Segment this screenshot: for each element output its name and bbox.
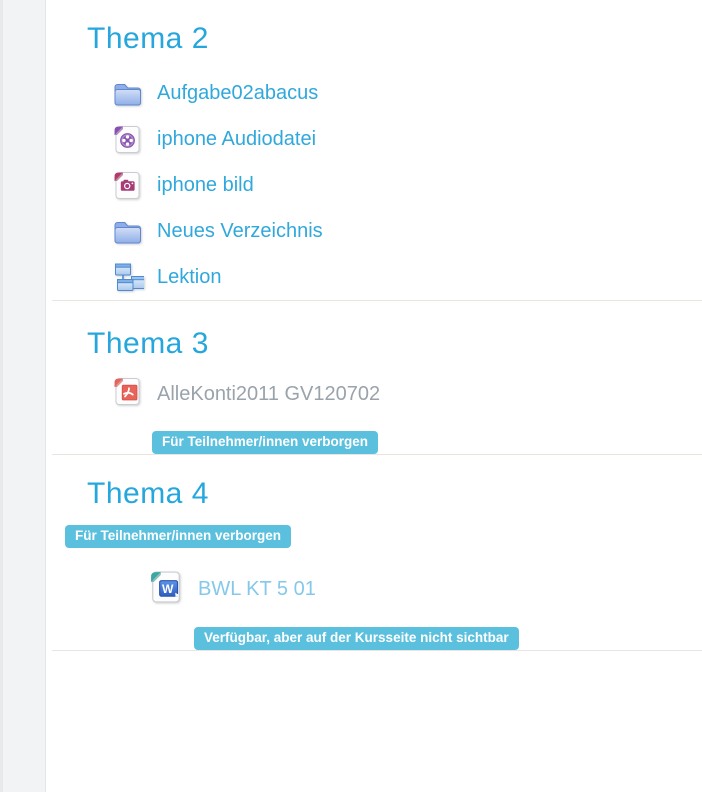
activity-label-hidden: AlleKonti2011 GV120702 — [157, 382, 381, 405]
list-item — [46, 208, 702, 254]
course-section-thema-4 — [46, 455, 702, 651]
folder-icon — [111, 215, 144, 248]
list-item — [46, 565, 702, 613]
image-file-icon — [111, 169, 144, 202]
activity-link[interactable]: iphone bild — [157, 173, 254, 196]
course-section-thema-3 — [46, 301, 702, 455]
activity-link[interactable]: iphone Audiodatei — [157, 127, 317, 150]
section-title: Thema 2 — [87, 22, 209, 55]
list-item — [46, 254, 702, 300]
pdf-file-icon — [111, 375, 144, 413]
list-item — [46, 371, 702, 417]
course-section-thema-2 — [46, 0, 702, 301]
section-title: Thema 3 — [87, 327, 209, 360]
status-badge-section-hidden: Für Teilnehmer/innen verborgen — [65, 525, 291, 548]
word-file-icon — [147, 568, 185, 611]
list-item — [46, 116, 702, 162]
list-item — [46, 70, 702, 116]
left-region-gutter — [0, 0, 46, 792]
svg-text:W: W — [162, 581, 174, 596]
activity-list — [46, 70, 702, 300]
audio-file-icon — [111, 123, 144, 156]
list-item — [46, 162, 702, 208]
course-sections — [46, 0, 702, 651]
activity-link[interactable]: Neues Verzeichnis — [157, 219, 323, 242]
status-badge-hidden-from-students: Für Teilnehmer/innen verborgen — [152, 431, 378, 454]
section-title: Thema 4 — [87, 477, 209, 510]
section-divider — [52, 650, 702, 651]
lesson-icon — [111, 261, 144, 294]
activity-link[interactable]: Aufgabe02abacus — [157, 81, 319, 104]
activity-link-stealth[interactable]: BWL KT 5 01 — [198, 577, 316, 600]
status-badge-available-not-shown: Verfügbar, aber auf der Kursseite nicht sichtbar — [194, 627, 519, 650]
folder-icon — [111, 77, 144, 110]
activity-link[interactable]: Lektion — [157, 265, 222, 288]
